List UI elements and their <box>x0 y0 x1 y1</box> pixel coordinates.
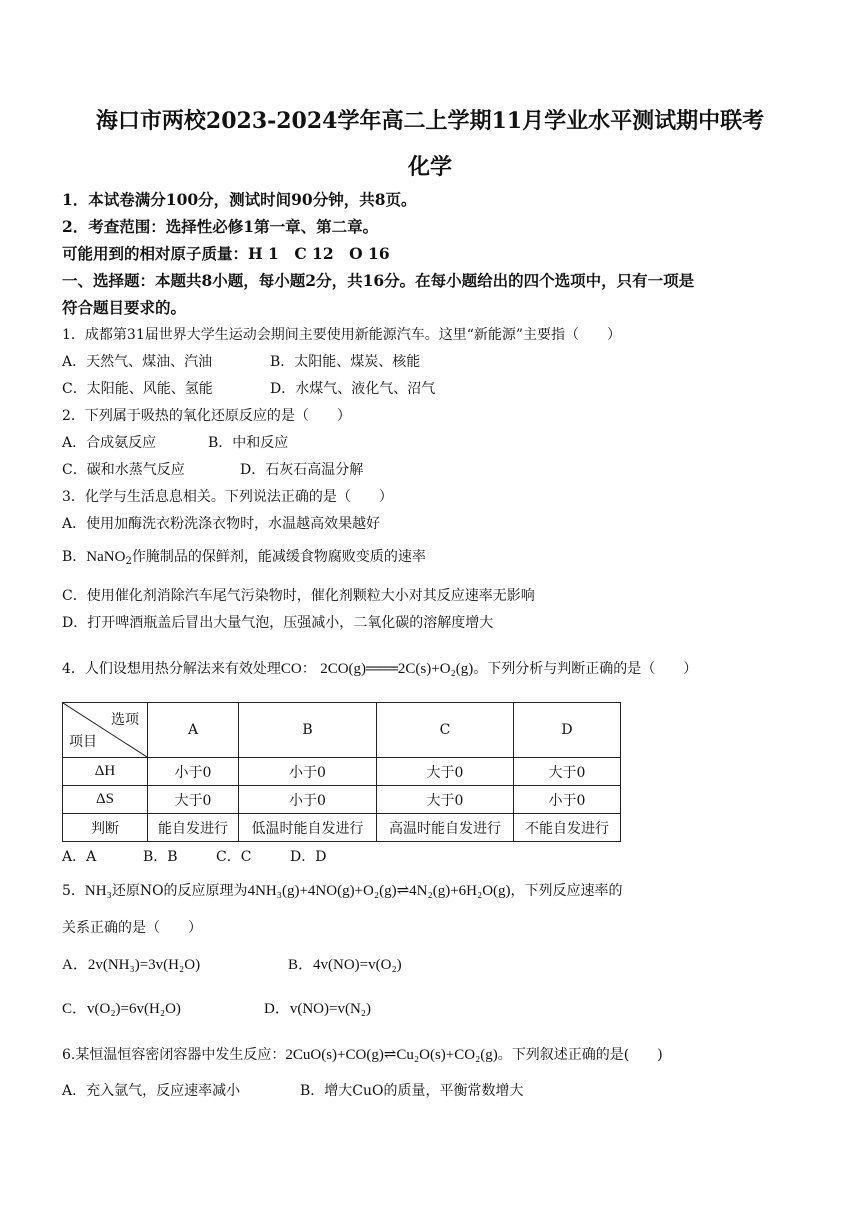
q3-option-d: D．打开啤酒瓶盖后冒出大量气泡，压强减小，二氧化碳的溶解度增大 <box>62 615 494 631</box>
q5-stem-part2: ，下列反应速率的 <box>510 883 623 899</box>
table-cell: 小于0 <box>239 786 377 814</box>
q5-stem-line2: 关系正确的是（ ） <box>62 920 202 936</box>
table-cell: 小于0 <box>239 758 377 786</box>
q5-equation: 4NH₃(g)+4NO(g)+O₂(g)⇌4N₂(g)+6H₂O(g) <box>247 883 511 899</box>
table-cell: 不能自发进行 <box>514 814 621 842</box>
q3-option-a: A．使用加酶洗衣粉洗涤衣物时，水温越高效果越好 <box>62 516 381 532</box>
q3-option-b-text: 作腌制品的保鲜剂，能减缓食物腐败变质的速率 <box>131 549 426 565</box>
q6-stem-part2: 。下列叙述正确的是( ) <box>497 1047 663 1063</box>
table-cell: 低温时能自发进行 <box>239 814 377 842</box>
column-header-b: B <box>239 703 377 758</box>
q5-nh3: NH₃ <box>84 883 112 899</box>
column-header-d: D <box>514 703 621 758</box>
table-row <box>63 758 621 786</box>
q6-stem <box>62 1044 663 1064</box>
table-cell: 小于0 <box>148 758 239 786</box>
row-label-dh: ΔH <box>63 758 148 786</box>
section-heading-line1: 一、选择题：本题共8小题，每小题2分，共16分。在每小题给出的四个选项中，只有一项是 <box>62 271 695 290</box>
q2-stem: 2．下列属于吸热的氧化还原反应的是（ ） <box>62 408 351 424</box>
q5-option-d: D．v(NO)=v(N₂) <box>264 1001 371 1017</box>
table-corner-cell <box>63 703 148 758</box>
q5-option-c: C．v(O₂)=6v(H₂O) <box>62 1001 181 1017</box>
q3-stem: 3．化学与生活息息相关。下列说法正确的是（ ） <box>62 489 393 505</box>
q2-option-a: A．合成氨反应 <box>62 435 157 451</box>
q5-option-b: B．4v(NO)=v(O₂) <box>288 957 402 973</box>
table-row <box>63 814 621 842</box>
q4-option-a: A．A <box>62 849 97 865</box>
column-header-c: C <box>377 703 514 758</box>
q5-stem <box>62 880 623 900</box>
section-heading-line2: 符合题目要求的。 <box>62 298 187 317</box>
q1-option-c: C．太阳能、风能、氢能 <box>62 381 213 397</box>
q6-option-a: A．充入氩气，反应速率减小 <box>62 1083 241 1099</box>
table-cell: 大于0 <box>377 758 514 786</box>
table-cell: 大于0 <box>377 786 514 814</box>
subject-title: 化学 <box>407 154 452 180</box>
q5-option-a: A．2v(NH₃)=3v(H₂O) <box>62 957 201 973</box>
q1-option-b: B．太阳能、煤炭、核能 <box>270 354 421 370</box>
q4-stem-part2: 。下列分析与判断正确的是（ ） <box>473 661 698 677</box>
q5-number: 5． <box>62 883 85 899</box>
table-header-row <box>63 703 621 758</box>
q2-option-c: C．碳和水蒸气反应 <box>62 462 185 478</box>
q1-option-a: A．天然气、煤油、汽油 <box>62 354 213 370</box>
q6-option-b: B．增大CuO的质量，平衡常数增大 <box>300 1083 524 1099</box>
q2-option-d: D．石灰石高温分解 <box>240 462 364 478</box>
q3-option-b-prefix: B． <box>62 549 87 565</box>
q4-option-b: B．B <box>143 849 178 865</box>
corner-bottom-label: 项目 <box>69 734 97 750</box>
page-title: 海口市两校2023-2024学年高二上学期11月学业水平测试期中联考 <box>95 108 765 134</box>
q4-stem-colon: ： <box>301 661 316 677</box>
table-cell: 大于0 <box>514 758 621 786</box>
table-cell: 能自发进行 <box>148 814 239 842</box>
q2-option-b: B．中和反应 <box>208 435 289 451</box>
table-row <box>63 786 621 814</box>
q4-table <box>62 702 621 842</box>
table-cell: 大于0 <box>148 786 239 814</box>
q4-equation: 2CO(g)═══2C(s)+O₂(g) <box>320 661 474 677</box>
q6-equation: 2CuO(s)+CO(g)⇌Cu₂O(s)+CO₂(g) <box>285 1047 498 1063</box>
table-cell: 小于0 <box>514 786 621 814</box>
table-cell: 高温时能自发进行 <box>377 814 514 842</box>
q6-stem-part1: 6.某恒温恒容密闭容器中发生反应： <box>62 1047 286 1063</box>
instruction-1: 1．本试卷满分100分，测试时间90分钟，共8页。 <box>62 190 417 209</box>
q3-option-c: C．使用催化剂消除汽车尾气污染物时，催化剂颗粒大小对其反应速率无影响 <box>62 588 535 604</box>
q1-stem: 1．成都第31届世界大学生运动会期间主要使用新能源汽车。这里“新能源”主要指（ ） <box>62 327 622 343</box>
column-header-a: A <box>148 703 239 758</box>
q3-option-b <box>62 546 426 567</box>
q3-option-b-subscript: 2 <box>125 556 132 567</box>
q3-option-b-formula: NaNO <box>86 549 126 565</box>
q4-option-d: D．D <box>290 849 327 865</box>
atomic-mass-note: 可能用到的相对原子质量：H 1 C 12 O 16 <box>62 244 390 263</box>
instruction-2: 2．考查范围：选择性必修1第一章、第二章。 <box>62 217 379 236</box>
q1-option-d: D．水煤气、液化气、沼气 <box>270 381 436 397</box>
q4-stem <box>62 658 697 678</box>
q5-stem-part1: 还原NO的反应原理为 <box>111 883 248 899</box>
corner-top-label: 选项 <box>111 712 139 728</box>
q4-option-c: C．C <box>216 849 252 865</box>
q4-stem-part1: 4．人们设想用热分解法来有效处理 <box>62 661 281 677</box>
row-label-judgement: 判断 <box>63 814 148 842</box>
q4-co: CO <box>280 661 302 677</box>
row-label-ds: ΔS <box>63 786 148 814</box>
